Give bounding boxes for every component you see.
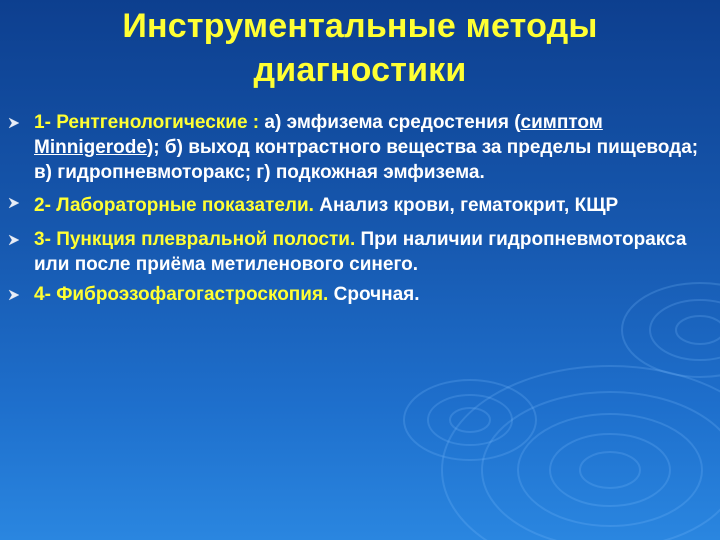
item-number: 4- (34, 284, 51, 305)
method-text: При наличии гидропневмоторакса или после приёма метиленового синего. (34, 229, 687, 275)
list-item-xray (8, 110, 714, 185)
list-item-lab (8, 190, 714, 221)
method-text-a: а) эмфизема средостения ( (264, 112, 521, 133)
method-text-b: ); б) выход контрастного вещества за пределы пищевода; в) гидропневмоторакс; г) подкожная эмфизема. (34, 137, 699, 183)
list-item-endoscopy (8, 282, 714, 307)
method-text: Срочная. (328, 284, 420, 305)
methods-list (8, 110, 714, 312)
item-number: 1- (34, 112, 51, 133)
method-name: Рентгенологические : (56, 112, 260, 133)
arrowhead-bullet-icon (8, 289, 20, 301)
title-line-2: диагностики (253, 51, 467, 89)
method-name: Пункция плевральной полости. (56, 229, 356, 250)
item-number: 2- (34, 195, 51, 216)
list-item-puncture (8, 227, 714, 277)
arrowhead-bullet-icon (8, 117, 20, 129)
arrowhead-bullet-icon (8, 197, 20, 209)
method-name: Фиброэзофагогастроскопия. (56, 284, 329, 305)
slide-title (0, 4, 720, 92)
title-line-1: Инструментальные методы (122, 7, 598, 45)
symptom-name: симптом Minnigerode (34, 112, 603, 158)
method-name: Лабораторные показатели. (56, 195, 314, 216)
item-number: 3- (34, 229, 51, 250)
arrowhead-bullet-icon (8, 234, 20, 246)
method-text: Анализ крови, гематокрит, КЩР (313, 195, 619, 216)
